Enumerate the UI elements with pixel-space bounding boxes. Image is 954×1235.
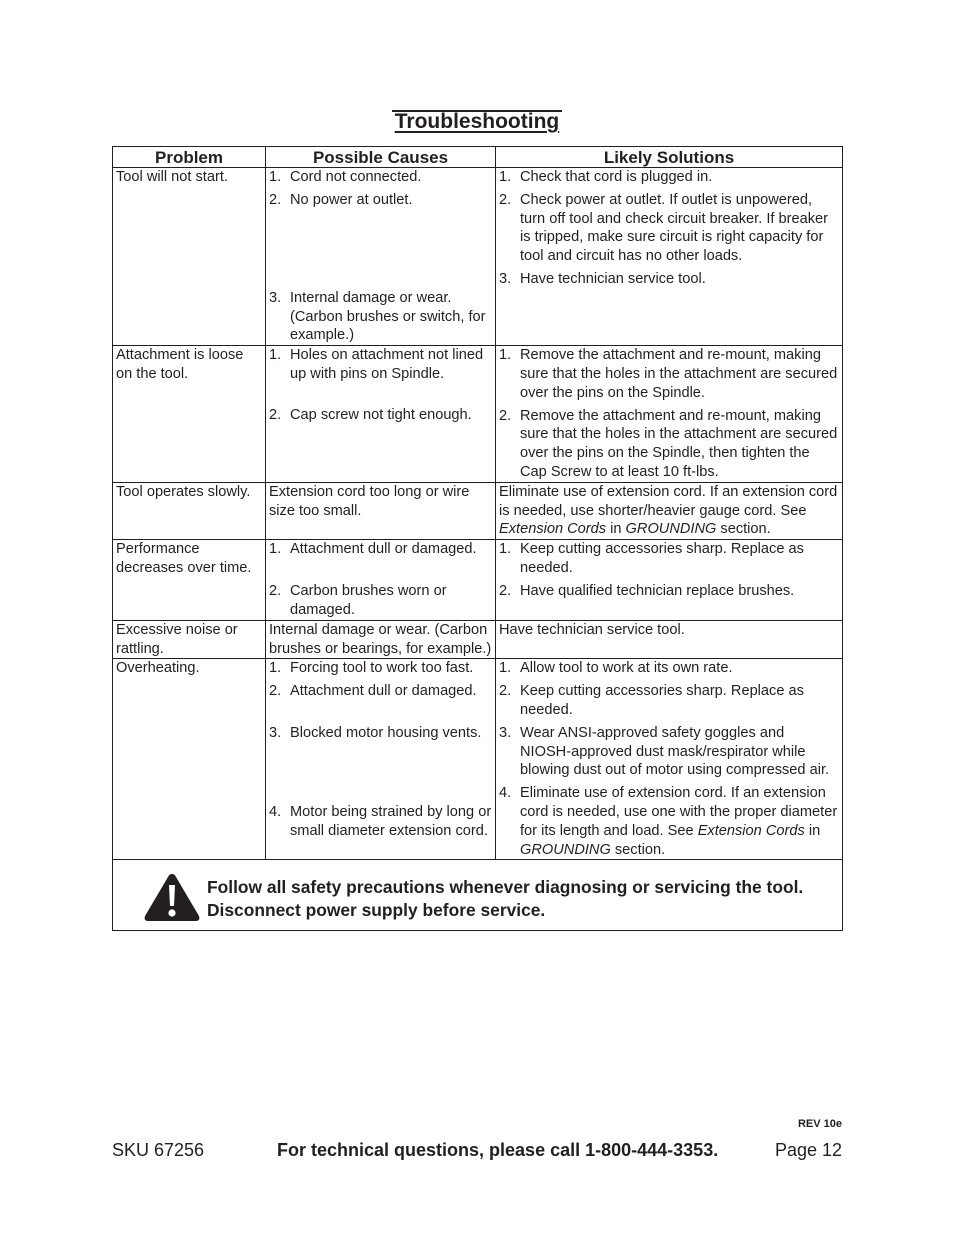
page-title-wrap: [0, 110, 954, 134]
list-item: 4. Eliminate use of extension cord. If an extension cord is needed, use one with the proper diameter for its length and load. See Extension Cords in GROUNDING section.: [499, 785, 838, 858]
problem-cell: Tool will not start.: [113, 168, 266, 346]
table-header-row: [113, 147, 843, 168]
causes-cell: Internal damage or wear. (Carbon brushes or bearings, for example.): [266, 620, 496, 659]
list-item: 2. Cap screw not tight enough.: [269, 407, 472, 424]
list-item: 4. Motor being strained by long or small diameter extension cord.: [269, 804, 492, 839]
revision-label: REV 10e: [797, 1118, 842, 1130]
list-item: 2. Have qualified technician replace brushes.: [499, 582, 795, 599]
table-row: [113, 659, 843, 860]
page-title: Troubleshooting: [394, 110, 560, 133]
list-item: 2. Carbon brushes worn or damaged.: [269, 583, 447, 618]
list-item: 1. Forcing tool to work too fast.: [269, 660, 474, 677]
list-item: 1. Holes on attachment not lined up with pins on Spindle.: [269, 347, 484, 382]
problem-cell: Attachment is loose on the tool.: [113, 346, 266, 483]
list-item: 1. Remove the attachment and re-mount, making sure that the holes in the attachment are secured over the pins on the Spindle.: [499, 347, 838, 401]
warning-row: [113, 860, 843, 931]
list-item: 3. Internal damage or wear. (Carbon brushes or switch, for example.): [269, 289, 486, 344]
column-header-solutions: Likely Solutions: [496, 147, 843, 168]
problem-cell: Excessive noise or rattling.: [113, 620, 266, 659]
solutions-cell: [496, 540, 843, 621]
causes-cell: Extension cord too long or wire size too small.: [266, 482, 496, 539]
solutions-cell: [496, 659, 843, 860]
list-item: 3. Wear ANSI-approved safety goggles and NIOSH-approved dust mask/respirator while blowing dust out of motor using compressed air.: [499, 724, 830, 779]
causes-cell: [266, 168, 496, 346]
list-item: 1. Allow tool to work at its own rate.: [499, 660, 733, 677]
table-row: [113, 620, 843, 659]
causes-cell: [266, 659, 496, 860]
solutions-cell: [496, 168, 843, 346]
table-row: [113, 346, 843, 483]
solutions-cell: Eliminate use of extension cord. If an extension cord is needed, use shorter/heavier gauge cord. See Extension Cords in GROUNDING section.: [496, 482, 843, 539]
warning-cell: [113, 860, 843, 931]
problem-cell: Tool operates slowly.: [113, 482, 266, 539]
column-header-problem: Problem: [113, 147, 266, 168]
list-item: 1. Cord not connected.: [269, 169, 422, 185]
list-item: 1. Attachment dull or damaged.: [269, 541, 477, 558]
help-line: For technical questions, please call 1-800-444-3353.: [277, 1140, 719, 1160]
table-row: [113, 168, 843, 346]
list-item: 3. Blocked motor housing vents.: [269, 725, 482, 742]
list-item: 1. Check that cord is plugged in.: [499, 169, 713, 185]
warning-triangle-icon: [143, 872, 201, 922]
solutions-cell: Have technician service tool.: [496, 620, 843, 659]
list-item: 3. Have technician service tool.: [499, 270, 706, 287]
problem-cell: Performance decreases over time.: [113, 540, 266, 621]
column-header-causes: Possible Causes: [266, 147, 496, 168]
causes-cell: [266, 346, 496, 483]
warning-message: Follow all safety precautions whenever diagnosing or servicing the tool. Disconnect power supply before service.: [207, 877, 804, 921]
list-item: 2. Attachment dull or damaged.: [269, 683, 477, 700]
solutions-cell: [496, 346, 843, 483]
causes-cell: [266, 540, 496, 621]
sku-number: SKU 67256: [112, 1140, 205, 1160]
troubleshooting-table: [112, 146, 843, 931]
list-item: 2. No power at outlet.: [269, 191, 413, 208]
problem-cell: Overheating.: [113, 659, 266, 860]
table-row: [113, 482, 843, 539]
list-item: 2. Remove the attachment and re-mount, making sure that the holes in the attachment are secured over the pins on the Spindle, then tighten the Cap Screw to at least 10 ft-lbs.: [499, 407, 838, 480]
table-row: [113, 540, 843, 621]
list-item: 1. Keep cutting accessories sharp. Replace as needed.: [499, 541, 804, 576]
list-item: 2. Check power at outlet. If outlet is unpowered, turn off tool and check circuit breaker. If breaker is tripped, make sure circuit is right capacity for tool and circuit has no other loads.: [499, 191, 828, 265]
page-number: Page 12: [774, 1140, 842, 1160]
list-item: 2. Keep cutting accessories sharp. Replace as needed.: [499, 683, 804, 718]
